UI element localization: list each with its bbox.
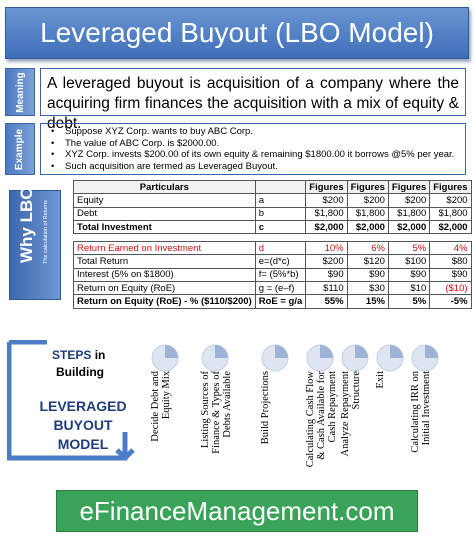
example-bullet: • The value of ABC Corp. is $2000.00.	[51, 138, 459, 150]
returns-table	[73, 180, 472, 309]
row-value: 5%	[388, 295, 429, 308]
row-label: Return on Equity (RoE) - % ($110/$200)	[74, 295, 256, 308]
row-value: $90	[388, 268, 429, 281]
step-pie-icon	[375, 343, 405, 373]
table-row	[74, 242, 472, 255]
row-formula: c	[255, 220, 306, 233]
step-pie-icon	[410, 343, 440, 373]
steps-block	[7, 340, 137, 470]
example-list	[40, 123, 466, 175]
row-value-negative: ($10)	[430, 282, 471, 295]
model-line: BUYOUT	[53, 417, 113, 433]
example-bullet: • Suppose XYZ Corp. wants to buy ABC Corp.	[51, 126, 459, 138]
footer-brand: eFinanceManagement.com	[56, 490, 418, 532]
example-bullet: • XYZ Corp. invests $200.00 of its own equity & remaining $1800.00 it borrows @5% per year.	[51, 149, 459, 161]
row-value: $100	[388, 255, 429, 268]
row-formula: g = (e–f)	[255, 282, 306, 295]
row-value: 10%	[306, 242, 347, 255]
row-value: $80	[430, 255, 471, 268]
row-label: Equity	[74, 194, 256, 207]
step-label: Calculating IRR on	[410, 371, 421, 453]
model-line: MODEL	[57, 436, 109, 452]
row-value: $1,800	[306, 207, 347, 220]
example-tab-label: Example	[14, 128, 26, 170]
steps-in-word: in	[91, 348, 106, 362]
meaning-tab	[5, 68, 35, 116]
row-value: $200	[306, 194, 347, 207]
row-value: $1,800	[347, 207, 388, 220]
header-formula	[255, 181, 306, 194]
steps-heading	[52, 348, 105, 362]
row-label: Debt	[74, 207, 256, 220]
model-line: LEVERAGED	[39, 398, 127, 414]
row-formula: a	[255, 194, 306, 207]
row-value: $120	[347, 255, 388, 268]
model-title	[34, 397, 132, 454]
step-label: & Cash Available for	[316, 371, 327, 460]
why-lbo-title: Why LBO?	[17, 176, 36, 263]
table-header-row	[74, 181, 472, 194]
step-label: Analyze Repayment	[340, 371, 351, 457]
step-pie-icon	[150, 343, 180, 373]
step-pie-icon	[340, 343, 370, 373]
why-lbo-tab	[9, 176, 61, 300]
row-value: $110	[306, 282, 347, 295]
row-value: $2,000	[306, 220, 347, 233]
example-tab	[5, 123, 35, 175]
row-value: $30	[347, 282, 388, 295]
row-value: 55%	[306, 295, 347, 308]
row-value: $2,000	[430, 220, 471, 233]
table-row-total	[74, 220, 472, 233]
table-spacer	[74, 234, 472, 242]
step-label: Debts Available	[222, 371, 233, 438]
row-value: $1,800	[388, 207, 429, 220]
header-figures: Figures	[430, 181, 471, 194]
table-row	[74, 268, 472, 281]
row-formula: f= (5%*b)	[255, 268, 306, 281]
row-value: $1,800	[430, 207, 471, 220]
row-label: Return on Equity (RoE)	[74, 282, 256, 295]
row-value: 4%	[430, 242, 471, 255]
step-label: Cash Repayment	[327, 371, 338, 443]
step-label: Build Projections	[260, 371, 271, 445]
example-bullet: • Such acquisition are termed as Leveraged Buyout.	[51, 161, 459, 173]
table-row	[74, 207, 472, 220]
steps-building: Building	[56, 365, 104, 379]
meaning-text: A leveraged buyout is acquisition of a company where the acquiring firm finances the acquisition with a mix of equity & debt.	[40, 68, 466, 116]
step-label: Decide Debt and	[150, 371, 161, 442]
row-formula: b	[255, 207, 306, 220]
header-figures: Figures	[388, 181, 429, 194]
step-label: Calculating Cash Flow	[305, 371, 316, 468]
step-label: Exit	[375, 371, 386, 389]
steps-word: STEPS	[52, 348, 92, 362]
row-value: $90	[430, 268, 471, 281]
step-label: Initial Investment	[421, 371, 432, 446]
step-label: Finance & Types of	[211, 371, 222, 454]
step-pie-icon	[200, 343, 230, 373]
row-value: 5%	[388, 242, 429, 255]
step-pie-icon	[305, 343, 335, 373]
row-value: $200	[306, 255, 347, 268]
row-formula: RoE = g/a	[255, 295, 306, 308]
why-lbo-subtitle: The calculation of Returns	[43, 200, 49, 264]
row-value: $200	[388, 194, 429, 207]
table-row	[74, 282, 472, 295]
row-label: Total Return	[74, 255, 256, 268]
header-figures: Figures	[306, 181, 347, 194]
row-formula: d	[255, 242, 306, 255]
table-row	[74, 194, 472, 207]
row-value: $10	[388, 282, 429, 295]
row-value: $200	[347, 194, 388, 207]
meaning-tab-label: Meaning	[14, 71, 26, 113]
row-value: $200	[430, 194, 471, 207]
row-value: $2,000	[347, 220, 388, 233]
row-label: Return Earned on Investment	[74, 242, 256, 255]
row-value: $90	[347, 268, 388, 281]
step-label: Equity Mix	[161, 371, 172, 420]
header-particulars: Particulars	[74, 181, 256, 194]
row-value: $2,000	[388, 220, 429, 233]
row-label: Interest (5% on $1800)	[74, 268, 256, 281]
step-pie-icon	[260, 343, 290, 373]
row-value: 6%	[347, 242, 388, 255]
row-label: Total Investment	[74, 220, 256, 233]
row-value: $90	[306, 268, 347, 281]
table-row	[74, 255, 472, 268]
step-label: Structure	[351, 371, 362, 410]
table-row-roe-percent	[74, 295, 472, 308]
row-formula: e=(d*c)	[255, 255, 306, 268]
row-value: 15%	[347, 295, 388, 308]
header-figures: Figures	[347, 181, 388, 194]
row-value: -5%	[430, 295, 471, 308]
step-label: Listing Sources of	[200, 371, 211, 448]
title-banner: Leveraged Buyout (LBO Model)	[5, 7, 469, 59]
